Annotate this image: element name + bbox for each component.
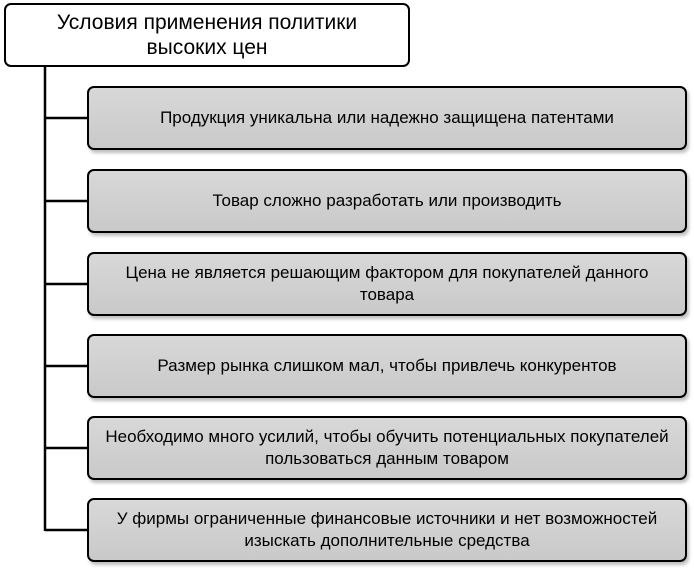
condition-text-6: У фирмы ограниченные финансовые источники и нет возможностей изыскать дополнительные средства (116, 509, 658, 550)
diagram-title-box (4, 3, 410, 67)
condition-box-4 (87, 334, 687, 398)
condition-box-2 (87, 169, 687, 233)
diagram-title: Условия применения политики высоких цен (56, 11, 358, 59)
condition-text-2: Товар сложно разработать или производить (212, 191, 562, 210)
condition-box-1 (87, 86, 687, 150)
condition-text-4: Размер рынка слишком мал, чтобы привлечь конкурентов (157, 356, 617, 375)
condition-text-1: Продукция уникальна или надежно защищена патентами (160, 108, 614, 127)
condition-text-3: Цена не является решающим фактором для покупателей данного товара (125, 263, 649, 304)
condition-box-5 (87, 416, 687, 480)
condition-box-3 (87, 252, 687, 316)
condition-box-6 (87, 498, 687, 562)
condition-text-5: Необходимо много усилий, чтобы обучить потенциальных покупателей пользоваться данным товаром (105, 427, 669, 468)
